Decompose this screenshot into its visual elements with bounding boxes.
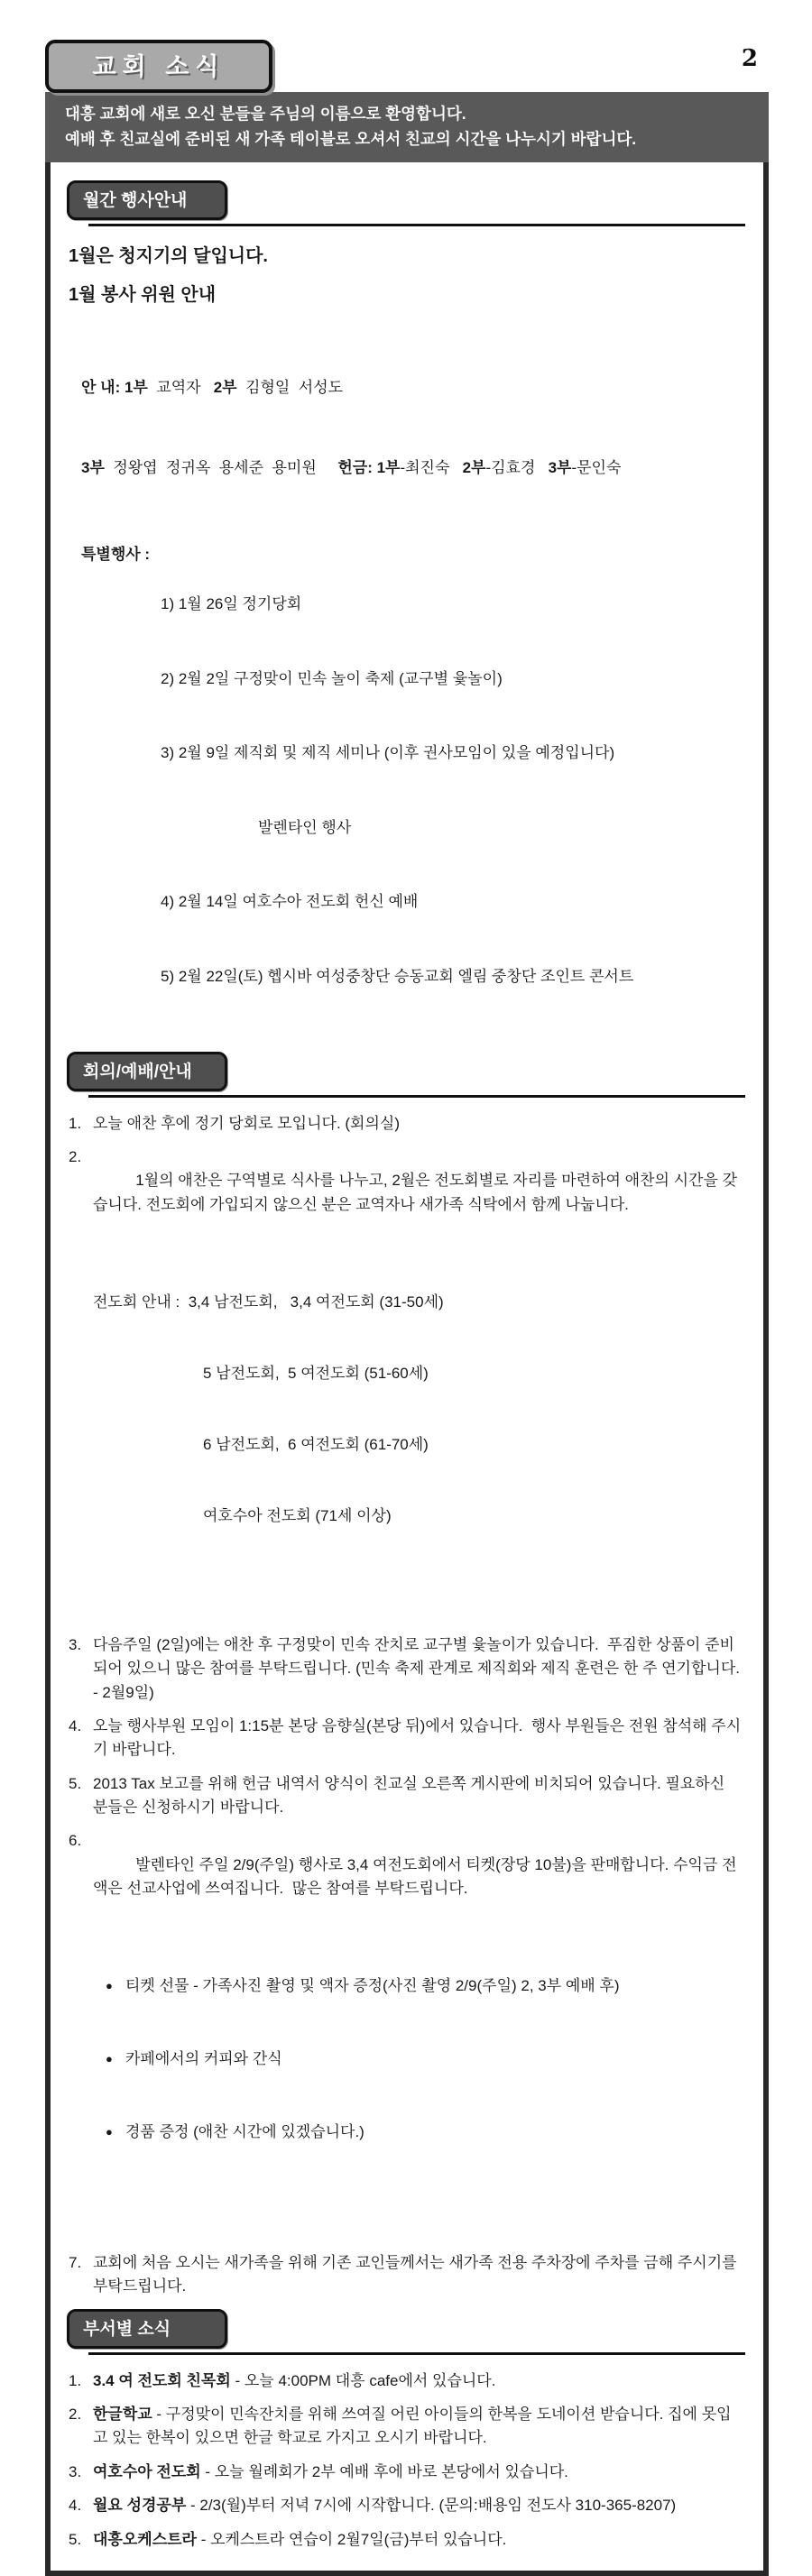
departments-list xyxy=(67,2369,745,2552)
section-rule xyxy=(88,2352,745,2355)
meeting-item xyxy=(69,1715,743,1762)
jeondohoe-line: 여호수아 전도회 (71세 이상) xyxy=(203,1507,392,1525)
section-meetings-header xyxy=(67,1052,745,1098)
item-text: 교회에 처음 오시는 새가족을 위해 기존 교인들께서는 새가족 전용 주차장에 주차를 금해 주시기를 부탁드립니다. xyxy=(93,2254,742,2295)
item-number: 6. xyxy=(69,1832,82,1850)
usher-names: 김형일 서성도 xyxy=(236,378,344,396)
department-title: 여호수아 전도회 xyxy=(93,2462,201,2480)
item-text: 1월의 애찬은 구역별로 식사를 나누고, 2월은 전도회별로 자리를 마련하여 애찬의 시간을 갖습니다. 전도회에 가입되지 않으신 분은 교역자나 새가족 식탁에서 함께 나눕니다. xyxy=(93,1172,738,1213)
item-number: 4. xyxy=(69,2497,82,2515)
special-event-line-continuation: 발렌타인 행사 xyxy=(258,818,352,836)
church-news-title-box xyxy=(45,40,272,93)
meeting-item xyxy=(69,1772,743,1820)
offering-label: 2부 xyxy=(462,458,486,476)
item-body xyxy=(93,2528,743,2552)
meeting-item xyxy=(69,1112,743,1136)
usher-label: 2부 xyxy=(213,378,237,396)
bullet-row xyxy=(106,2047,743,2071)
special-event-line: 1) 1월 26일 정기당회 xyxy=(161,595,302,613)
usher-names: 교역자 xyxy=(147,378,214,396)
offering-label: 헌금: 1부 xyxy=(337,458,401,476)
section-badge-monthly: 월간 행사안내 xyxy=(67,180,227,220)
offering-names: -문인숙 xyxy=(571,458,622,476)
department-item xyxy=(69,2494,743,2517)
usher-label: 안 내: 1부 xyxy=(81,378,148,396)
department-text: - 구정맞이 민속잔치를 위해 쓰여질 어린 아이들의 한복을 도네이션 받습니다. 집에 못입고 있는 한복이 있으면 한글 학교로 가지고 오시기 바랍니다. xyxy=(93,2406,732,2447)
item-body xyxy=(93,1829,743,2241)
special-event-line: 2) 2월 2일 구정맞이 민속 놀이 축제 (교구별 윷놀이) xyxy=(161,669,503,687)
item-number: 5. xyxy=(69,1774,82,1792)
department-text: - 오늘 월례회가 2부 예배 후에 바로 본당에서 있습니다. xyxy=(200,2462,568,2480)
department-item xyxy=(69,2369,743,2393)
special-events-list xyxy=(161,542,633,1039)
department-title: 한글학교 xyxy=(93,2406,152,2424)
item-body xyxy=(93,2494,743,2517)
page-title: 교회 소식 xyxy=(92,53,226,80)
section-monthly-header xyxy=(67,180,745,226)
item-text: 오늘 애찬 후에 정기 당회로 모입니다. (회의실) xyxy=(93,1114,400,1132)
department-text: - 오케스트라 연습이 2월7일(금)부터 있습니다. xyxy=(196,2530,507,2548)
item-body xyxy=(93,2403,743,2451)
bullet-icon: ● xyxy=(106,2052,113,2066)
item-number: 1. xyxy=(69,2371,82,2389)
meeting-item xyxy=(69,2251,743,2299)
content-box xyxy=(45,162,769,2576)
monthly-heading-volunteers: 1월 봉사 위원 안내 xyxy=(69,285,217,305)
meeting-item xyxy=(69,1633,743,1705)
offering-names: -최진숙 xyxy=(400,458,463,476)
welcome-line-1: 대흥 교회에 새로 오신 분들을 주님의 이름으로 환영합니다. xyxy=(65,105,466,123)
item-text: 발렌타인 주일 2/9(주일) 행사로 3,4 여전도회에서 티켓(장당 10불)을 판매합니다. 수익금 전액은 선교사업에 쓰여집니다. 많은 참여를 부탁드립니다. xyxy=(93,1855,737,1897)
item-number: 4. xyxy=(69,1716,82,1734)
item-text: 2013 Tax 보고를 위해 헌금 내역서 양식이 친교실 오른쪽 게시판에 비치되어 있습니다. 필요하신 분들은 신청하시기 바랍니다. xyxy=(93,1774,729,1816)
special-event-line: 5) 2월 22일(토) 헵시바 여성중창단 승동교회 엘림 중창단 조인트 콘서트 xyxy=(161,968,634,986)
special-event-line: 4) 2월 14일 여호수아 전도회 헌신 예배 xyxy=(161,893,419,911)
bullet-text: 경품 증정 (애찬 시간에 있겠습니다.) xyxy=(125,2123,364,2141)
jeondohoe-line: 6 남전도회, 6 여전도회 (61-70세) xyxy=(203,1436,429,1454)
welcome-line-2: 예배 후 친교실에 준비된 새 가족 테이블로 오셔서 친교의 시간을 나누시기 바랍니다. xyxy=(65,130,637,148)
offering-label: 3부 xyxy=(548,458,572,476)
department-item xyxy=(69,2528,743,2552)
special-events-label: 특별행사 : xyxy=(81,546,151,563)
item-body xyxy=(93,2461,743,2484)
department-item xyxy=(69,2403,743,2451)
page-number: 2 xyxy=(741,45,758,72)
jeondohoe-guide xyxy=(93,1243,743,1576)
section-badge-departments: 부서별 소식 xyxy=(67,2309,227,2349)
bullet-text: 티켓 선물 - 가족사진 촬영 및 액자 증정(사진 촬영 2/9(주일) 2, 3부 예배 후) xyxy=(125,1977,620,1995)
section-badge-meetings: 회의/예배/안내 xyxy=(67,1052,227,1091)
usher-label: 3부 xyxy=(81,458,105,476)
special-event-line: 3) 2월 9일 제직회 및 제직 세미나 (이후 권사모임이 있을 예정입니다) xyxy=(161,744,615,762)
section-rule xyxy=(88,224,745,226)
item-number: 2. xyxy=(69,1147,82,1165)
item-body xyxy=(93,1145,743,1624)
item-number: 5. xyxy=(69,2530,82,2548)
section-departments-header xyxy=(67,2309,745,2355)
item-text: 오늘 행사부원 모임이 1:15분 본당 음향실(본당 뒤)에서 있습니다. 행사 부원들은 전원 참석해 주시기 바랍니다. xyxy=(93,1716,742,1759)
usher-row-1 xyxy=(81,374,745,401)
jeondohoe-line: 5 남전도회, 5 여전도회 (51-60세) xyxy=(203,1365,429,1383)
department-title: 월요 성경공부 xyxy=(93,2497,187,2515)
bullet-icon: ● xyxy=(106,1979,113,1993)
usher-assignments xyxy=(81,320,745,535)
department-title: 3.4 여 전도회 친목회 xyxy=(93,2371,231,2389)
department-item xyxy=(69,2461,743,2484)
department-text: - 오늘 4:00PM 대흥 cafe에서 있습니다. xyxy=(230,2371,496,2389)
section-rule xyxy=(88,1095,745,1098)
item-number: 3. xyxy=(69,1635,82,1653)
meetings-list xyxy=(67,1112,745,2299)
monthly-heading-steward: 1월은 청지기의 달입니다. xyxy=(69,246,268,266)
bullet-text: 카페에서의 커피와 간식 xyxy=(125,2050,282,2068)
item-number: 3. xyxy=(69,2462,82,2480)
usher-names: 정왕엽 정귀옥 용세준 용미원 xyxy=(104,458,338,476)
page-header xyxy=(45,40,769,92)
bullet-row xyxy=(106,2121,743,2144)
item-number: 7. xyxy=(69,2254,82,2272)
bullet-row xyxy=(106,1974,743,1998)
valentine-bullets xyxy=(106,1927,743,2194)
department-text: - 2/3(월)부터 저녁 7시에 시작합니다. (문의:배용임 전도사 310-365-8207) xyxy=(186,2497,677,2515)
department-title: 대흥오케스트라 xyxy=(93,2530,197,2548)
jeondohoe-line: 전도회 안내 : 3,4 남전도회, 3,4 여전도회 (31-50세) xyxy=(93,1293,444,1311)
item-number: 1. xyxy=(69,1114,82,1132)
item-body xyxy=(93,2369,743,2393)
offering-names: -김효경 xyxy=(485,458,549,476)
item-number: 2. xyxy=(69,2406,82,2424)
meeting-item xyxy=(69,1829,743,2241)
item-text: 다음주일 (2일)에는 애찬 후 구정맞이 민속 잔치로 교구별 윷놀이가 있습니다. 푸짐한 상품이 준비되어 있으니 많은 참여를 부탁드립니다. (민속 축제 관계로 제직회와 제직 훈련은 한 주 연기합니다. - 2월9일) xyxy=(93,1635,744,1701)
special-events-block xyxy=(81,542,745,1039)
usher-row-2 xyxy=(81,455,745,482)
meeting-item xyxy=(69,1145,743,1624)
welcome-banner xyxy=(45,92,769,162)
bullet-icon: ● xyxy=(106,2125,113,2139)
